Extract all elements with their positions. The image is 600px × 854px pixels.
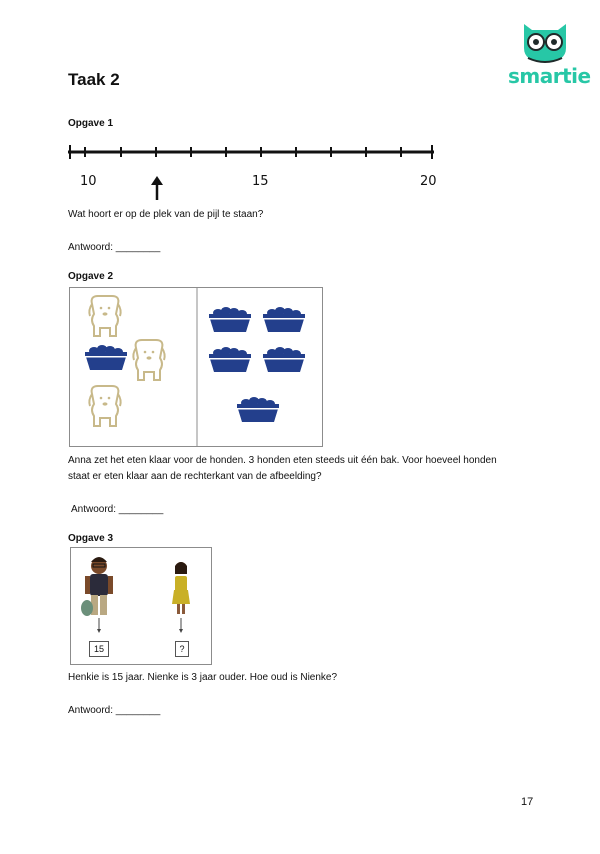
smartie-logo bbox=[508, 18, 591, 90]
bowl-icon bbox=[263, 307, 305, 332]
girl-figure bbox=[172, 562, 190, 614]
dog-icon bbox=[89, 296, 120, 336]
age-box-henkie: 15 bbox=[89, 641, 109, 657]
opgave-2-heading: Opgave 2 bbox=[68, 271, 114, 282]
boy-figure bbox=[81, 557, 113, 616]
opgave-3-heading: Opgave 3 bbox=[68, 533, 114, 544]
opgave-1-heading: Opgave 1 bbox=[68, 118, 114, 129]
opgave-2-text-line-1: Anna zet het eten klaar voor de honden. 3 honden eten steeds uit één bak. Voor hoeveel honden bbox=[68, 455, 497, 466]
dogs-bowls-figure bbox=[69, 287, 323, 447]
arrow-up-icon bbox=[151, 176, 163, 200]
logo-text: smartie bbox=[508, 64, 591, 88]
dog-icon bbox=[89, 386, 120, 426]
opgave-1-answer[interactable]: Antwoord: ________ bbox=[68, 242, 161, 253]
bowl-icon bbox=[237, 397, 279, 422]
age-box-nienke: ? bbox=[175, 641, 189, 657]
opgave-1-question: Wat hoort er op de plek van de pijl te staan? bbox=[68, 209, 264, 220]
opgave-2-text-line-2: staat er eten klaar aan de rechterkant van de afbeelding? bbox=[68, 471, 322, 482]
numberline-label-20: 20 bbox=[420, 174, 437, 189]
bowl-icon bbox=[85, 345, 127, 370]
numberline-label-15: 15 bbox=[252, 174, 269, 189]
children-figure bbox=[70, 547, 212, 665]
opgave-3-answer[interactable]: Antwoord: ________ bbox=[68, 705, 161, 716]
owl-icon bbox=[508, 18, 582, 66]
opgave-2-answer[interactable]: Antwoord: ________ bbox=[71, 504, 164, 515]
page-number: 17 bbox=[521, 796, 534, 808]
bowl-icon bbox=[209, 307, 251, 332]
page-title: Taak 2 bbox=[68, 70, 120, 89]
numberline-label-10: 10 bbox=[80, 174, 97, 189]
bowl-icon bbox=[209, 347, 251, 372]
opgave-3-text: Henkie is 15 jaar. Nienke is 3 jaar ouder. Hoe oud is Nienke? bbox=[68, 672, 338, 683]
dog-icon bbox=[133, 340, 164, 380]
bowl-icon bbox=[263, 347, 305, 372]
number-line bbox=[60, 138, 450, 202]
